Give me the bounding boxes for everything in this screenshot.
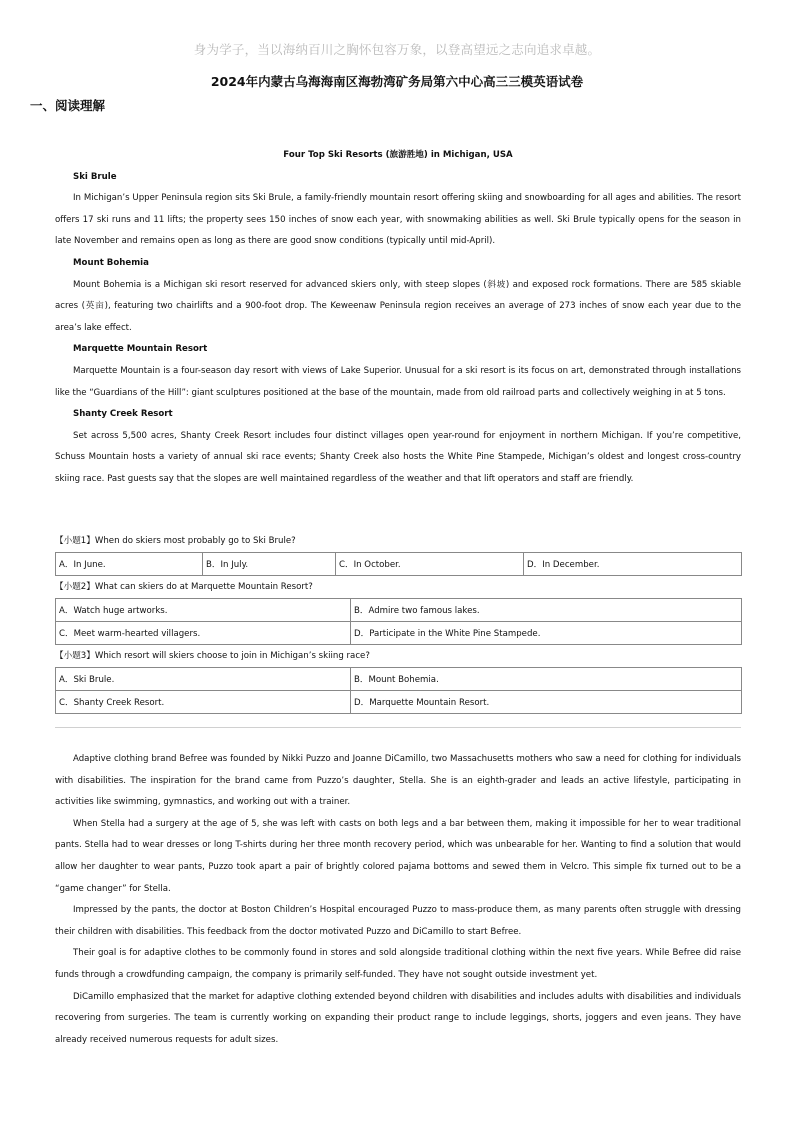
option-d[interactable]: D．Marquette Mountain Resort.: [351, 691, 742, 714]
passage-ski-resorts: [55, 145, 741, 491]
question-1-stem: 【小题1】When do skiers most probably go to Ski Brule?: [55, 536, 296, 546]
question-1-options: [55, 552, 742, 576]
option-a[interactable]: A．Ski Brule.: [56, 668, 351, 691]
question-3-stem: 【小题3】Which resort will skiers choose to join in Michigan’s skiing race?: [55, 651, 370, 661]
section-heading-reading: 一、阅读理解: [30, 98, 106, 113]
question-2: [55, 577, 741, 645]
resort-paragraph-mount-bohemia: Mount Bohemia is a Michigan ski resort reserved for advanced skiers only, with steep slopes (斜坡) and exposed rock formations. There are 585 skiable acres (英亩), featuring two chairlifts and a 900-foot drop. The Keweenaw Peninsula region receives an average of 273 inches of snow each year due to the area’s lake effect.: [55, 279, 741, 333]
passage-title: Four Top Ski Resorts (旅游胜地) in Michigan, USA: [283, 150, 513, 160]
passage-befree: [55, 749, 741, 1051]
resort-heading-ski-brule: Ski Brule: [73, 171, 117, 182]
question-2-options: [55, 598, 742, 645]
resort-paragraph-marquette: Marquette Mountain is a four-season day resort with views of Lake Superior. Unusual for a ski resort is its focus on art, demonstrated through installations like the “Guardians of the Hill”: giant sculptures positioned at the base of the mountain, made from old railroad parts and collectively weighing in at 5 tons.: [55, 365, 741, 398]
option-c[interactable]: C．Meet warm-hearted villagers.: [56, 622, 351, 645]
option-c[interactable]: C．Shanty Creek Resort.: [56, 691, 351, 714]
option-a[interactable]: A．In June.: [56, 553, 203, 576]
befree-paragraph: DiCamillo emphasized that the market for adaptive clothing extended beyond children with disabilities and includes adults with disabilities and individuals recovering from surgeries. The team is currently working on expanding their product range to include leggings, shorts, joggers and even jeans. They have already received numerous requests for adult sizes.: [55, 991, 741, 1045]
passage-divider: [55, 727, 741, 728]
option-d[interactable]: D．In December.: [524, 553, 742, 576]
resort-heading-shanty-creek: Shanty Creek Resort: [73, 409, 173, 420]
resort-paragraph-ski-brule: In Michigan’s Upper Peninsula region sits Ski Brule, a family-friendly mountain resort offering skiing and snowboarding for all ages and abilities. The resort offers 17 ski runs and 11 lifts; the property sees 150 inches of snow each year, with snowmaking abilities as well. Ski Brule typically opens for the season in late November and remains open as long as there are good snow conditions (typically until mid-April).: [55, 193, 741, 247]
resort-paragraph-shanty-creek: Set across 5,500 acres, Shanty Creek Resort includes four distinct villages open year-round for enjoyment in northern Michigan. If you’re competitive, Schuss Mountain hosts a variety of annual ski race events; Shanty Creek also hosts the White Pine Stampede, Michigan’s oldest and longest cross-country skiing race. Past guests say that the slopes are well maintained regardless of the weather and that lift operators and staff are friendly.: [55, 430, 741, 484]
befree-paragraph: Their goal is for adaptive clothes to be commonly found in stores and sold alongside traditional clothing within the next five years. While Befree did raise funds through a crowdfunding campaign, the company is primarily self-funded. They have not sought outside investment yet.: [55, 948, 741, 980]
watermark-motto: 身为学子，当以海纳百川之胸怀包容万象，以登高望远之志向追求卓越。: [193, 42, 601, 57]
option-a[interactable]: A．Watch huge artworks.: [56, 599, 351, 622]
option-c[interactable]: C．In October.: [336, 553, 524, 576]
befree-paragraph: When Stella had a surgery at the age of 5, she was left with casts on both legs and a bar between them, making it impossible for her to wear traditional pants. Stella had to wear dresses or long T-shirts during her three month recovery period, which was unbearable for her. Wanting to find a solution that would allow her daughter to wear pants, Puzzo took apart a pair of brightly colored pajama bottoms and sewed them in Velcro. This simple fix turned out to be a “game changer” for Stella.: [55, 818, 741, 894]
exam-title: 2024年内蒙古乌海海南区海勃湾矿务局第六中心高三三模英语试卷: [210, 74, 584, 89]
resort-heading-mount-bohemia: Mount Bohemia: [73, 257, 149, 268]
option-b[interactable]: B．Admire two famous lakes.: [351, 599, 742, 622]
question-2-stem: 【小题2】What can skiers do at Marquette Mountain Resort?: [55, 582, 313, 592]
question-3: [55, 646, 741, 714]
befree-paragraph: Impressed by the pants, the doctor at Boston Children’s Hospital encouraged Puzzo to mass-produce them, as many parents often struggle with dressing their children with disabilities. This feedback from the doctor motivated Puzzo and DiCamillo to start Befree.: [55, 905, 741, 937]
resort-heading-marquette: Marquette Mountain Resort: [73, 344, 208, 355]
question-3-options: [55, 667, 742, 714]
option-b[interactable]: B．Mount Bohemia.: [351, 668, 742, 691]
befree-paragraph: Adaptive clothing brand Befree was founded by Nikki Puzzo and Joanne DiCamillo, two Massachusetts mothers who saw a need for clothing for individuals with disabilities. The inspiration for the brand came from Puzzo’s daughter, Stella. She is an eighth-grader and leads an active lifestyle, participating in activities like swimming, gymnastics, and working out with a trainer.: [55, 754, 741, 808]
option-b[interactable]: B．In July.: [203, 553, 336, 576]
question-1: [55, 531, 741, 576]
option-d[interactable]: D．Participate in the White Pine Stampede.: [351, 622, 742, 645]
